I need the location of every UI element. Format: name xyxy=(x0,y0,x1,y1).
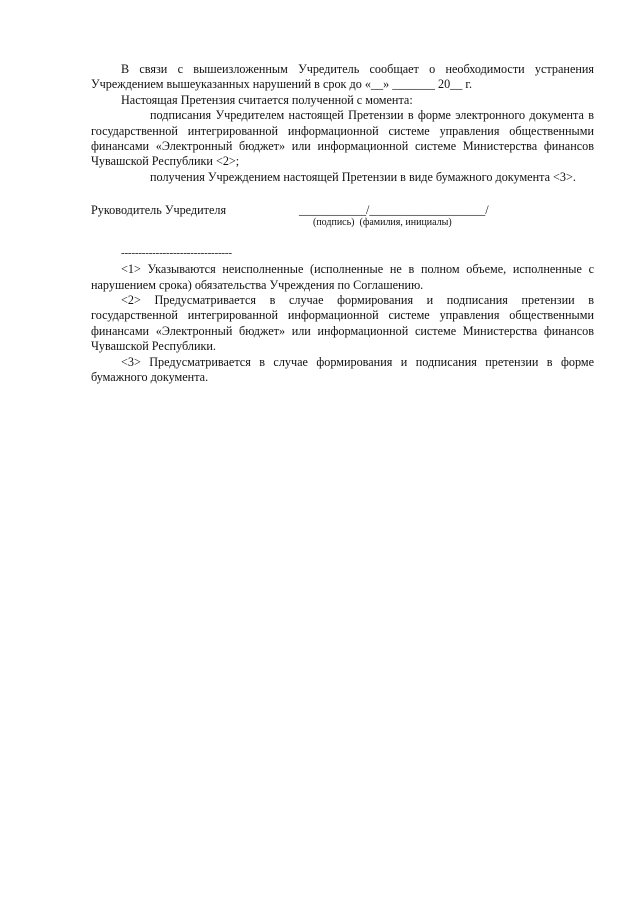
signature-block xyxy=(91,203,594,235)
footnote-3: <3> Предусматривается в случае формирования и подписания претензии в форме бумажного документа. xyxy=(91,354,594,385)
footnote-separator: -------------------------------- xyxy=(121,247,232,260)
receipt-moment-paragraph: Настоящая Претензия считается полученной с момента: xyxy=(121,92,413,107)
document-page xyxy=(91,62,594,386)
claim-body xyxy=(91,62,594,185)
footnote-1: <1> Указываются неисполненные (исполненные не в полном объеме, исполненные с нарушением срока) обязательства Учреждения по Соглашению. xyxy=(91,262,594,292)
signature-label: Руководитель Учредителя xyxy=(91,203,227,218)
footnotes xyxy=(91,262,594,385)
footnote-2: <2> Предусматривается в случае формирования и подписания претензии в государственной интегрированной информационной системе управления общественными финансами «Электронный бюджет» или информационной системе Министерства финансов Чувашской Республики. xyxy=(91,293,594,354)
paper-receipt-paragraph: получения Учреждением настоящей Претензии в виде бумажного документа <3>. xyxy=(150,169,576,184)
signature-lines: ___________/___________________/ xyxy=(299,203,489,218)
signature-caption: (подпись) (фамилия, инициалы) xyxy=(313,217,452,229)
electronic-signing-paragraph: подписания Учредителем настоящей Претензии в форме электронного документа в государственной интегрированной информационной системе управления общественными финансами «Электронный бюджет» или информационной системе Министерства финансов Чувашской Республики <2>; xyxy=(91,108,594,169)
remediation-deadline-paragraph: В связи с вышеизложенным Учредитель сообщает о необходимости устранения Учреждением вышеуказанных нарушений в срок до «__» _______ 20__ г. xyxy=(91,62,594,92)
